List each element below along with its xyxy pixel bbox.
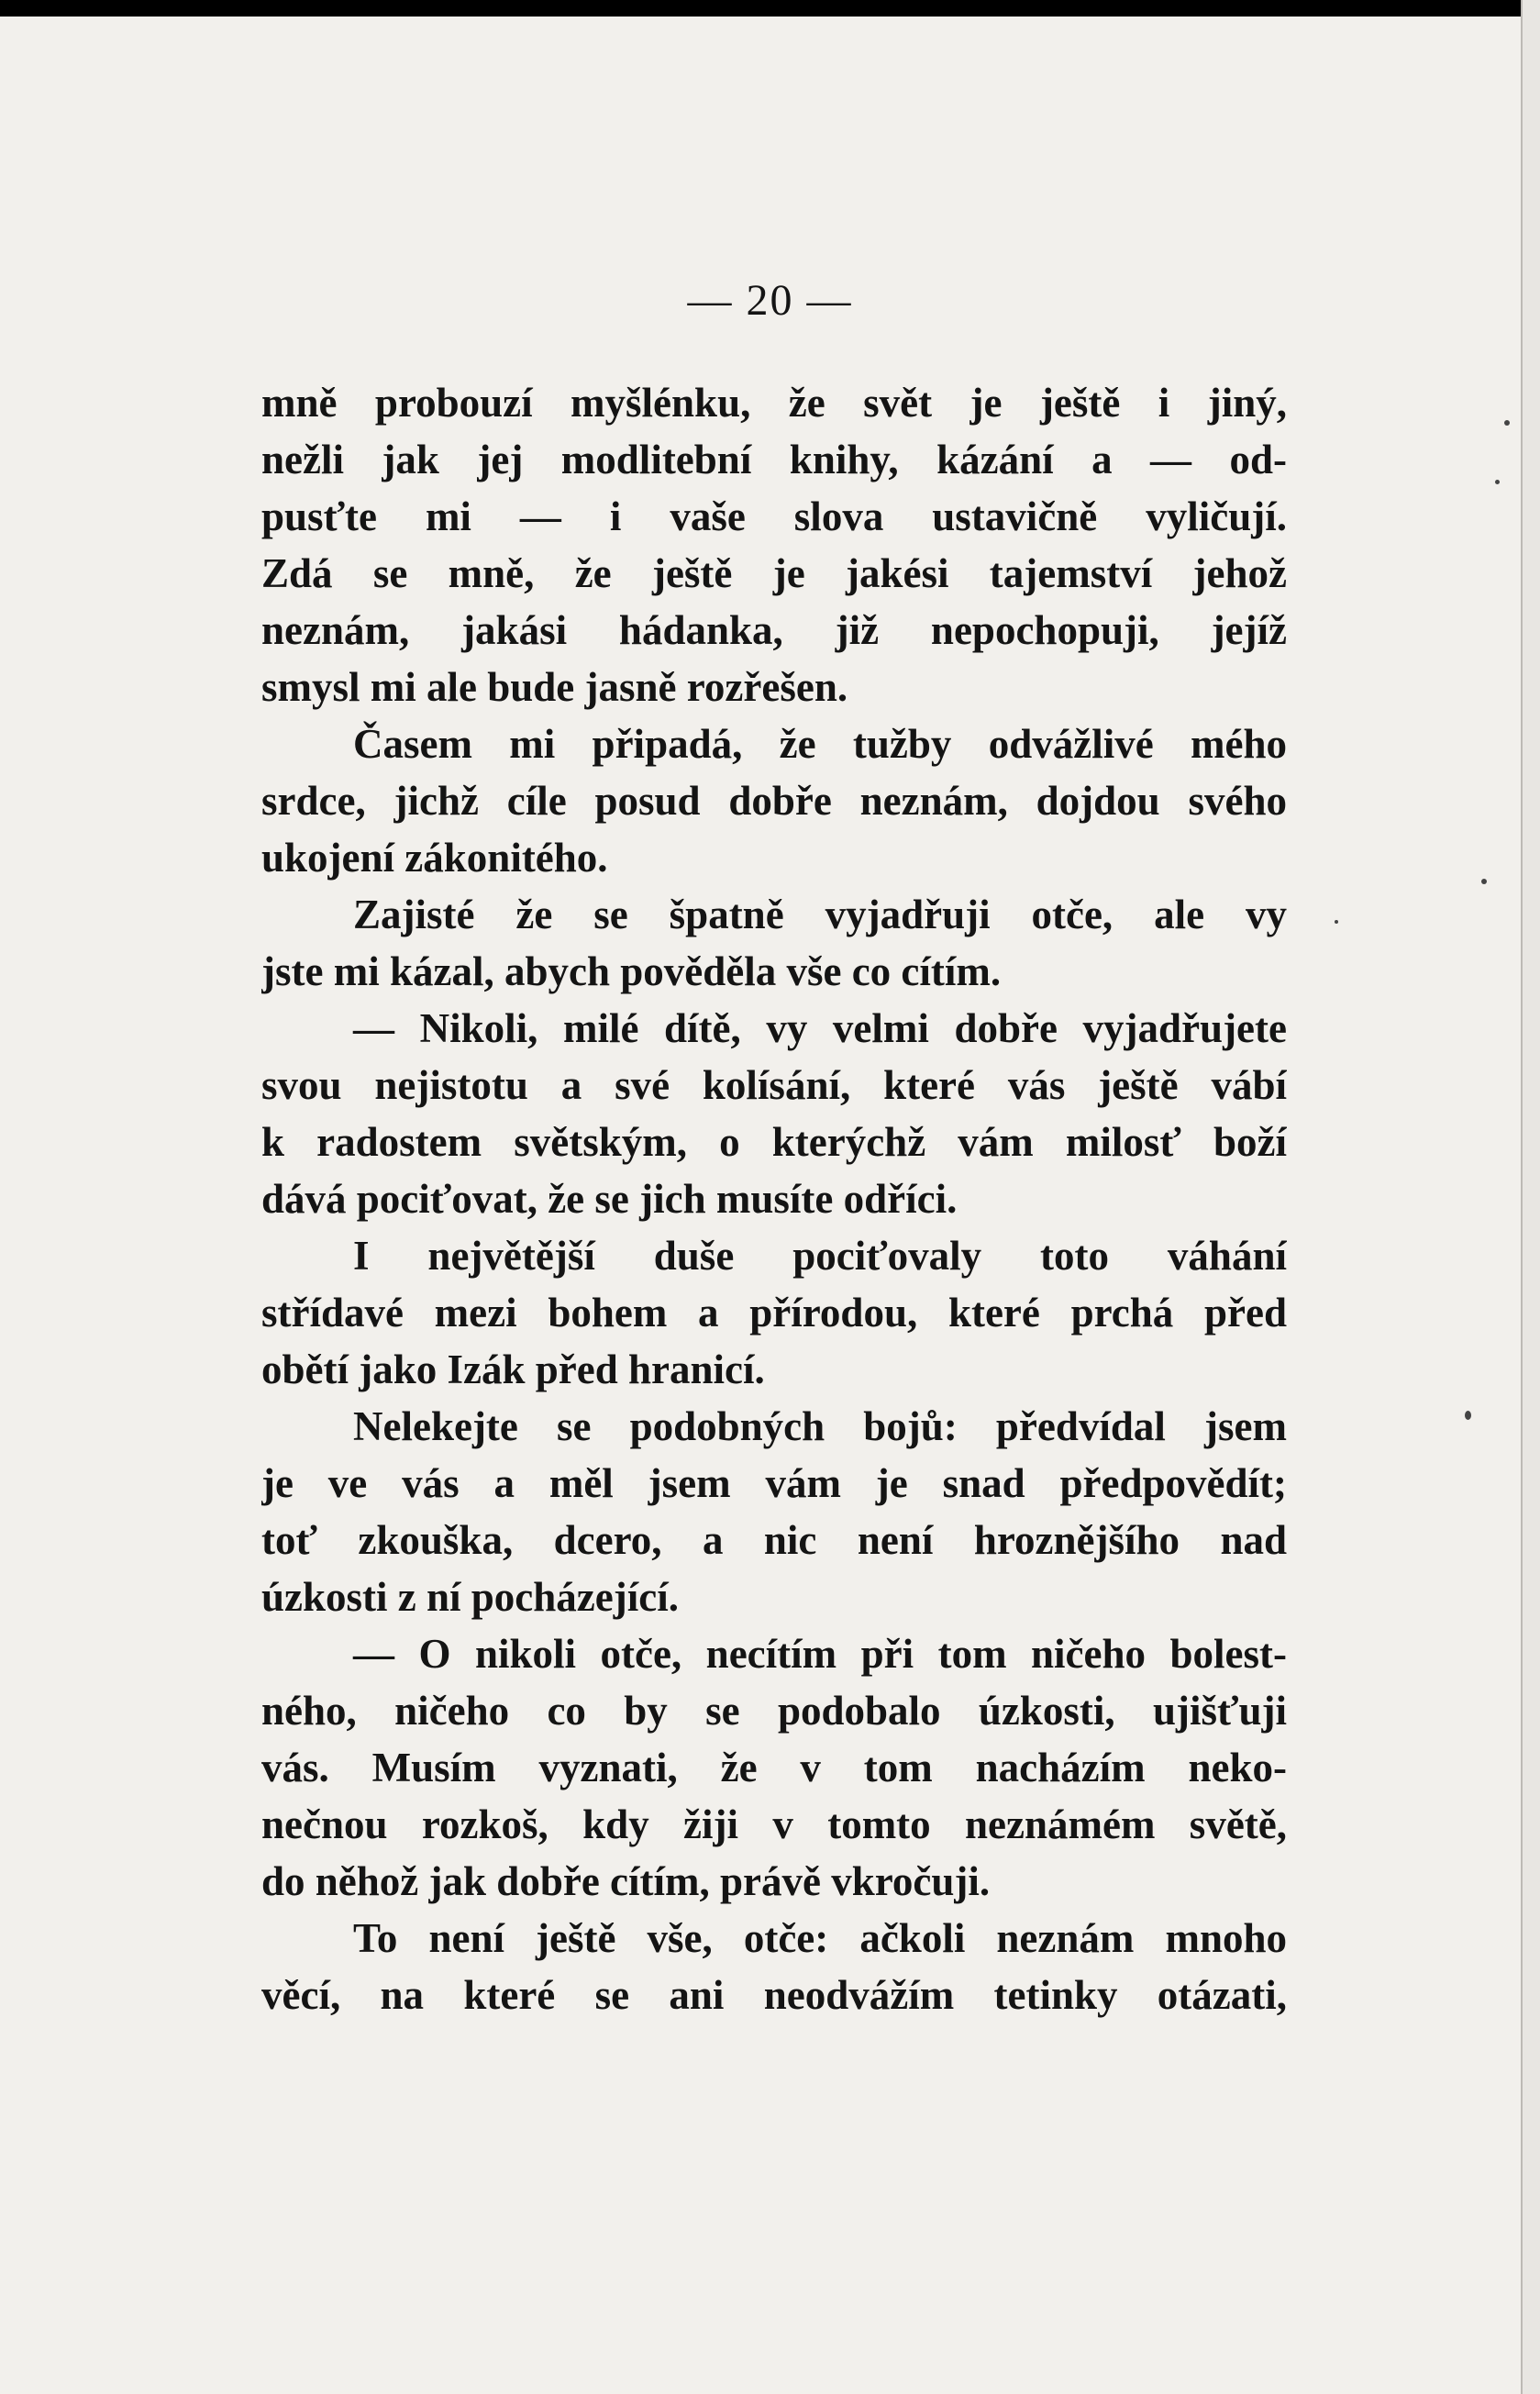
text-line: Nelekejte se podobných bojů: předvídal jsem — [353, 1403, 1287, 1449]
text-line: Zdá se mně, že ještě je jakési tajemství jehož — [261, 550, 1287, 596]
ink-speck — [1481, 879, 1487, 884]
text-line: věcí, na které se ani neodvážím tetinky otázati, — [261, 1972, 1287, 2018]
text-line: srdce, jichž cíle posud dobře neznám, dojdou svého — [261, 778, 1287, 824]
text-line: smysl mi ale bude jasně rozřešen. — [261, 664, 848, 710]
text-line: jste mi kázal, abych pověděla vše co cítím. — [261, 948, 1002, 994]
text-line: neznám, jakási hádanka, již nepochopuji, jejíž — [261, 607, 1287, 653]
text-line: — Nikoli, milé dítě, vy velmi dobře vyjadřujete — [353, 1005, 1287, 1051]
text-line: vás. Musím vyznati, že v tom nacházím neko- — [261, 1745, 1287, 1790]
text-line: k radostem světským, o kterýchž vám milosť boží — [261, 1119, 1287, 1165]
ink-speck — [1504, 420, 1510, 426]
text-line: úzkosti z ní pocházející. — [261, 1574, 679, 1620]
text-line: obětí jako Izák před hranicí. — [261, 1347, 765, 1392]
text-line: nečnou rozkoš, kdy žiji v tomto neznámém světě, — [261, 1801, 1287, 1847]
page-number: — 20 — — [687, 276, 853, 325]
text-line: nežli jak jej modlitební knihy, kázání a — od- — [261, 437, 1287, 482]
ink-speck — [1335, 920, 1338, 924]
ink-speck — [1465, 1411, 1471, 1420]
text-line: pusťte mi — i vaše slova ustavičně vyličují. — [261, 493, 1287, 539]
text-line: I největější duše pociťovaly toto váhání — [353, 1233, 1287, 1279]
text-line: dává pociťovat, že se jich musíte odříci. — [261, 1176, 958, 1222]
text-line: ukojení zákonitého. — [261, 835, 608, 881]
body-text — [261, 374, 1287, 2023]
text-line: ného, ničeho co by se podobalo úzkosti, ujišťuji — [261, 1688, 1287, 1734]
text-line: Časem mi připadá, že tužby odvážlivé mého — [353, 721, 1287, 767]
text-line: je ve vás a měl jsem vám je snad předpovědít; — [261, 1460, 1287, 1506]
text-line: svou nejistotu a své kolísání, které vás ještě vábí — [261, 1062, 1287, 1108]
text-line: do něhož jak dobře cítím, právě vkročuji. — [261, 1858, 991, 1904]
text-line: mně probouzí myšlénku, že svět je ještě i jiný, — [261, 380, 1287, 426]
page-edge — [1521, 0, 1540, 2394]
text-line: toť zkouška, dcero, a nic není hroznějšího nad — [261, 1517, 1287, 1563]
ink-speck — [1495, 480, 1500, 484]
text-line: — O nikoli otče, necítím při tom ničeho bolest- — [353, 1631, 1287, 1677]
text-line: střídavé mezi bohem a přírodou, které prchá před — [261, 1290, 1287, 1336]
text-line: To není ještě vše, otče: ačkoli neznám mnoho — [353, 1915, 1287, 1961]
text-line: Zajisté že se špatně vyjadřuji otče, ale vy — [353, 892, 1287, 937]
